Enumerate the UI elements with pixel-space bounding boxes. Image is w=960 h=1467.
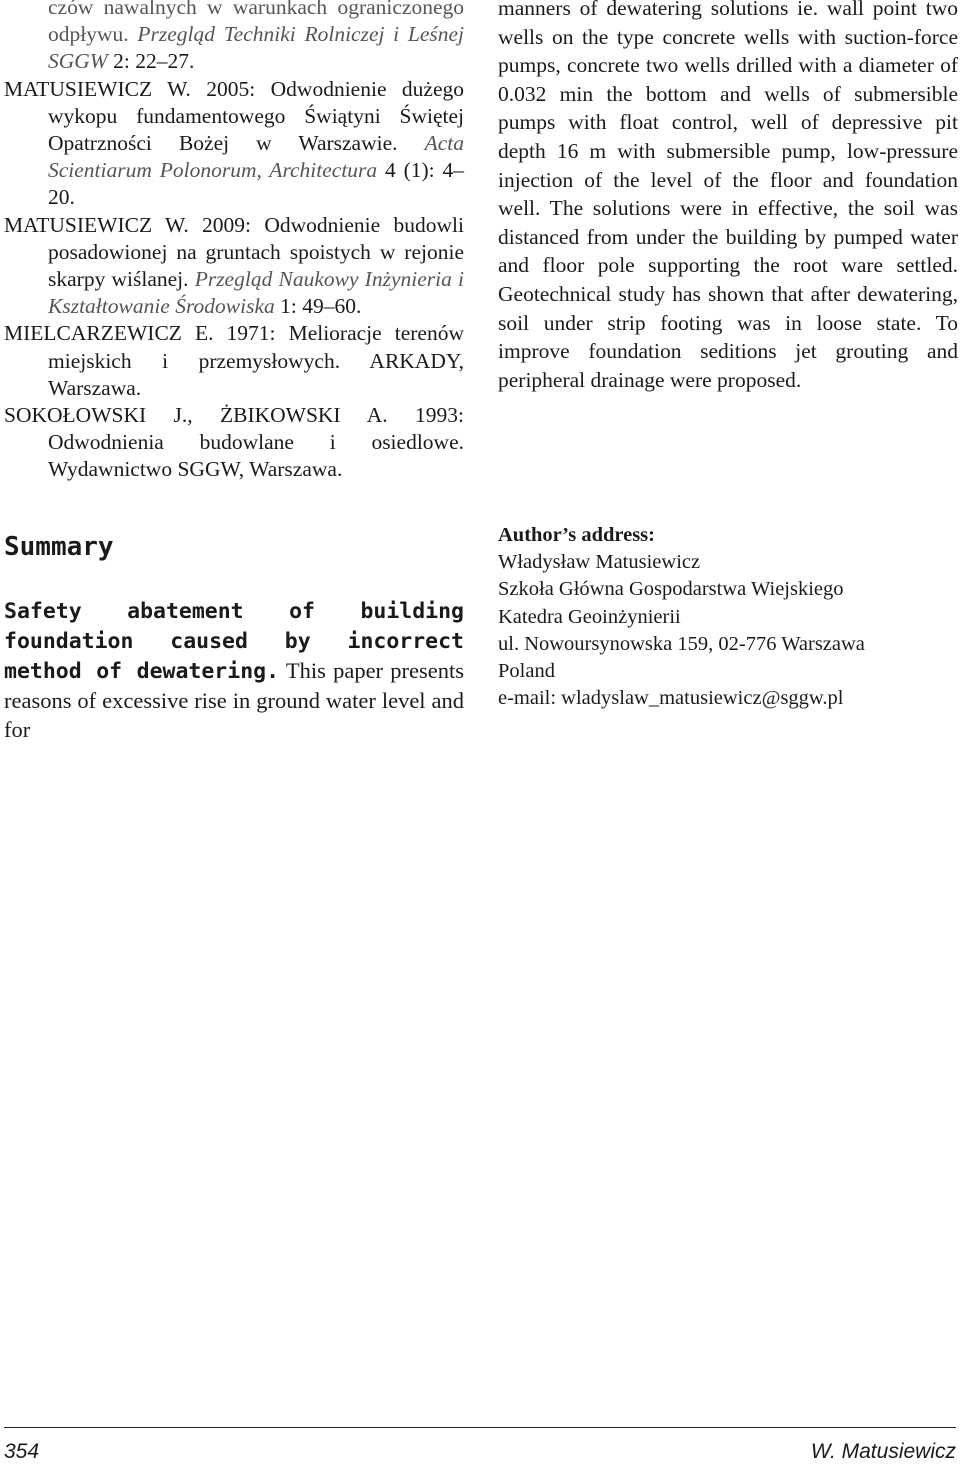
footer-divider <box>4 1427 956 1428</box>
address-country: Poland <box>498 660 555 683</box>
reference-item: MATUSIEWICZ W. 2005: Odwodnienie dużego wykopu fundamentowego Świątyni Świętej Opatrzności Bożej w Warszawie. Acta Scientiarum Polonorum, Architectura 4 (1): 4–20. <box>4 76 464 210</box>
address-email: e-mail: wladyslaw_matusiewicz@sggw.pl <box>498 687 844 710</box>
reference-item: MIELCARZEWICZ E. 1971: Melioracje terenów miejskich i przemysłowych. ARKADY, Warszawa. <box>4 321 464 400</box>
address-street: ul. Nowoursynowska 159, 02-776 Warszawa <box>498 632 865 655</box>
reference-item: czów nawalnych w warunkach ograniczonego odpływu. Przegląd Techniki Rolniczej i Leśnej SGGW 2: 22–27. <box>48 0 464 74</box>
summary-title: Safety abatement of building foundation caused by incorrect method of dewatering. <box>4 599 464 684</box>
running-author: W. Matusiewicz <box>810 1440 956 1463</box>
author-address <box>498 522 958 712</box>
address-name: Władysław Matusiewicz <box>498 551 701 574</box>
summary-heading: Summary <box>4 532 114 562</box>
address-department: Katedra Geoinżynierii <box>498 605 681 628</box>
summary-text: Safety abatement of building foundation caused by incorrect method of dewatering. This paper presents reasons of excessive rise in ground water level and for <box>4 599 464 742</box>
page-number: 354 <box>4 1440 40 1463</box>
reference-item: MATUSIEWICZ W. 2009: Odwodnienie budowli posadowionej na gruntach spoistych w rejonie skarpy wiślanej. Przegląd Naukowy Inżynieria i Kształtowanie Środowiska 1: 49–60. <box>4 212 464 319</box>
summary-continuation <box>498 0 958 394</box>
address-heading: Author’s address: <box>498 524 655 546</box>
address-institution: Szkoła Główna Gospodarstwa Wiejskiego <box>498 578 844 601</box>
reference-item: SOKOŁOWSKI J., ŻBIKOWSKI A. 1993: Odwodnienia budowlane i osiedlowe. Wydawnictwo SGGW, Warszawa. <box>4 403 464 482</box>
summary-text-continued: manners of dewatering solutions ie. wall point two wells on the type concrete wells with suction-force pumps, concrete two wells drilled with a diameter of 0.032 min the bottom and wells of submersible pumps with float control, well of depressive pit depth 16 m with submersible pump, low-pressure injection of the level of the floor and foundation well. The solutions were in effective, the soil was distanced from under the building by pumped water and floor pole supporting the root ware settled. Geotechnical study has shown that after dewatering, soil under strip footing was in loose state. To improve foundation seditions jet grouting and peripheral drainage were proposed. <box>498 0 958 392</box>
references-list <box>4 0 464 484</box>
